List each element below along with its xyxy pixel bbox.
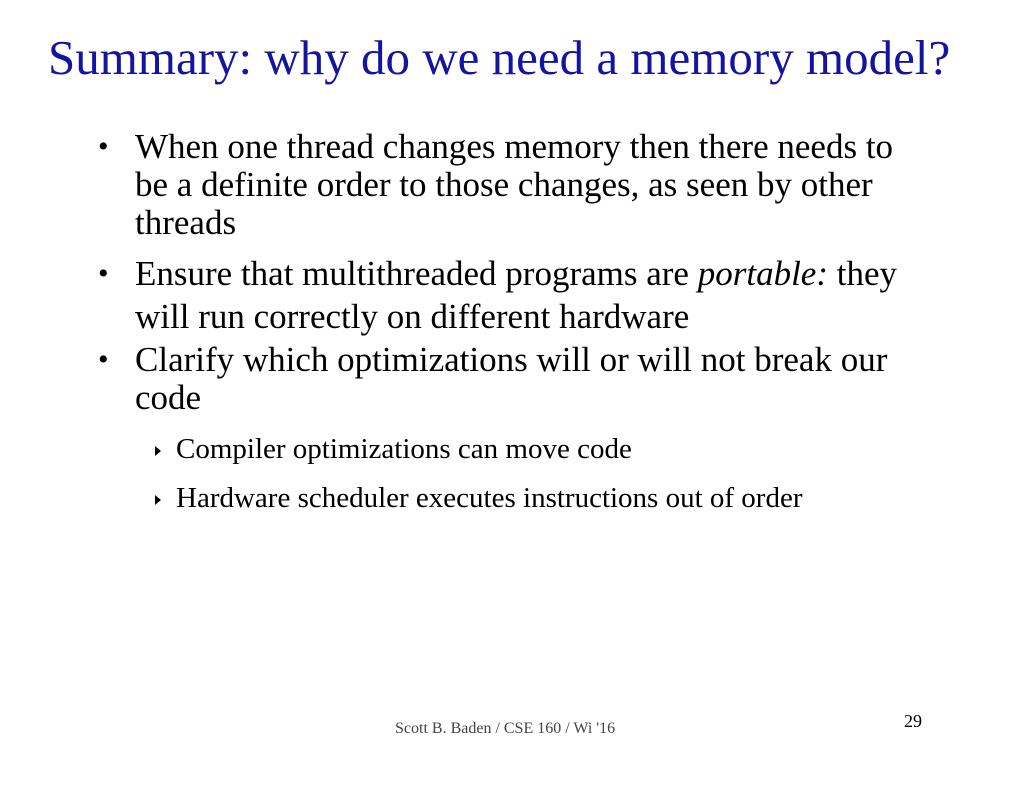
bullet-text: Clarify which optimizations will or will not break our code [135, 340, 888, 417]
sub-bullet-text: Compiler optimizations can move code [176, 433, 632, 465]
bullet-text-lead: Ensure that multithreaded programs are [135, 254, 698, 293]
bullet-dot-icon: • [98, 343, 109, 376]
sub-bullet-text: Hardware scheduler executes instructions out of order [176, 482, 803, 514]
right-triangle-arrow-icon [155, 495, 161, 505]
bullet-text [135, 252, 898, 338]
page-number: 29 [904, 711, 922, 731]
bullet-text-tail: they will run correctly on different hardware [135, 254, 897, 336]
bullet-dot-icon: • [98, 257, 109, 290]
bullet-item-3 [98, 341, 898, 417]
bullet-item-1 [98, 128, 898, 242]
bullet-emphasis: portable: [697, 254, 828, 293]
slide-title: Summary: why do we need a memory model? [48, 30, 951, 85]
sub-bullet-item-2 [155, 482, 803, 514]
bullet-dot-icon: • [98, 130, 109, 163]
bullet-item-2 [98, 252, 898, 338]
bullet-text: When one thread changes memory then there needs to be a definite order to those changes, as seen by other threads [135, 127, 894, 242]
slide-footer: Scott B. Baden / CSE 160 / Wi '16 [395, 720, 616, 737]
sub-bullet-item-1 [155, 433, 632, 465]
right-triangle-arrow-icon [155, 446, 161, 456]
